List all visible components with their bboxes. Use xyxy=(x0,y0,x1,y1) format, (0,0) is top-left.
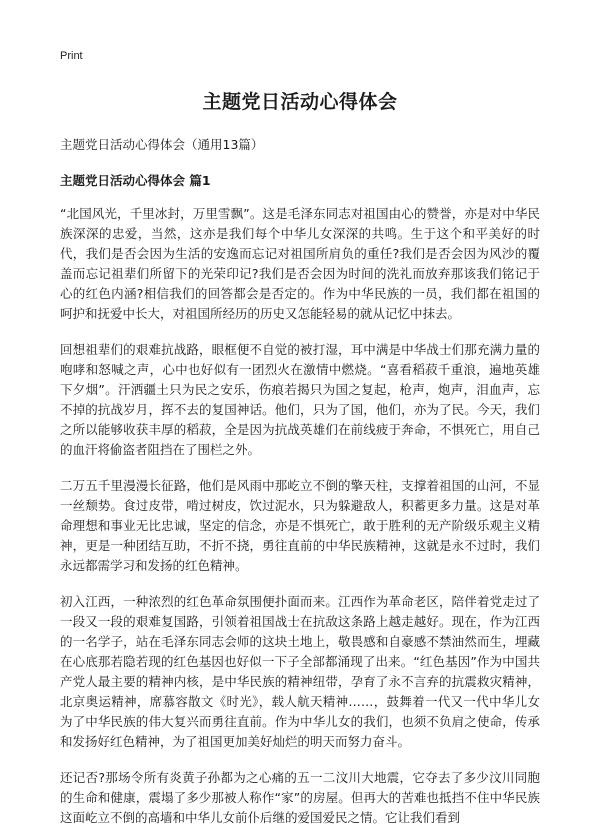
body-paragraph-3: 二万五千里漫漫长征路，他们是风雨中那屹立不倒的擎天柱，支撑着祖国的山河，不显一丝颓势。食过皮带，啃过树皮，饮过泥水，只为躲避敌人，积蓄更多力量。这是对革命理想和事业无比忠诚，坚定的信念，亦是不惧死亡，敢于胜利的无产阶级乐观主义精神，更是一种团结互助，不折不挠，勇往直前的中华民族精神，这就是永不过时，我们永远都需学习和发扬的红色精神。 xyxy=(60,478,540,573)
document-subtitle: 主题党日活动心得体会（通用13篇） xyxy=(60,137,264,152)
body-paragraph-4: 初入江西，一种浓烈的红色革命氛围便扑面而来。江西作为革命老区，陪伴着党走过了一段又一段的艰难复国路，引领着祖国战士在抗敌这条路上越走越好。现在，作为江西的一名学子，站在毛泽东同志会师的这块土地上，敬畏感和自豪感不禁油然而生，埋藏在心底那若隐若现的红色基因也好似一下子全部都涌现了出来。“红色基因”作为中国共产党人最主要的精神内核，是中华民族的精神纽带，孕育了永不言弃的抗震救灾精神，北京奥运精神，席慕容散文《时光》，载人航天精神……，鼓舞着一代又一代中华儿女为了中华民族的伟大复兴而勇往直前。作为中华儿女的我们，也须不负肩之使命，传承和发扬好红色精神，为了祖国更加美好灿烂的明天而努力奋斗。 xyxy=(60,594,540,749)
print-link[interactable]: Print xyxy=(60,50,83,62)
body-paragraph-2: 回想祖辈们的艰难抗战路，眼框便不自觉的被打湿，耳中满是中华战士们那充满力量的咆哮和怒喊之声，心中也好似有一团烈火在激情中燃烧。“喜看稻菽千重浪，遍地英雄下夕烟”。汗洒疆土只为民之安乐，伤痕若揭只为国之复起，枪声，炮声，泪血声，忘不掉的抗战岁月，挥不去的复国神话。他们，只为了国，他们，亦为了民。今天，我们之所以能够收获丰厚的稻菽，全是因为抗战英雄们在前线疲于奔命，不惧死亡，用自己的血汗将偷盗者阻挡在了围栏之外。 xyxy=(60,342,540,457)
body-paragraph-1: “北国风光，千里冰封，万里雪飘”。这是毛泽东同志对祖国由心的赞誉，亦是对中华民族深深的忠爱，当然，这亦是我们每个中华儿女深深的共鸣。生于这个和平美好的时代，我们是否会因为生活的安逸而忘记对祖国所肩负的重任?我们是否会因为风沙的覆盖而忘记祖辈们所留下的光荣印记?我们是否会因为时间的洗礼而放弃那该我们铭记于心的红色内涵?相信我们的回答都会是否定的。作为中华民族的一员，我们都在祖国的呵护和抚爱中长大，对祖国所经历的历史又怎能轻易的就从记忆中抹去。 xyxy=(60,206,540,321)
section-heading: 主题党日活动心得体会 篇1 xyxy=(60,173,211,188)
body-paragraph-5: 还记否?那场令所有炎黄子孙都为之心痛的五一二汶川大地震，它夺去了多少汶川同胞的生命和健康，震塌了多少那被人称作“家”的房屋。但再大的苦难也抵挡不住中华民族这面屹立不倒的高墙和中华儿女前仆后继的爱国爱民之情。它让我们看到 xyxy=(60,770,540,825)
page-title: 主题党日活动心得体会 xyxy=(202,91,398,113)
